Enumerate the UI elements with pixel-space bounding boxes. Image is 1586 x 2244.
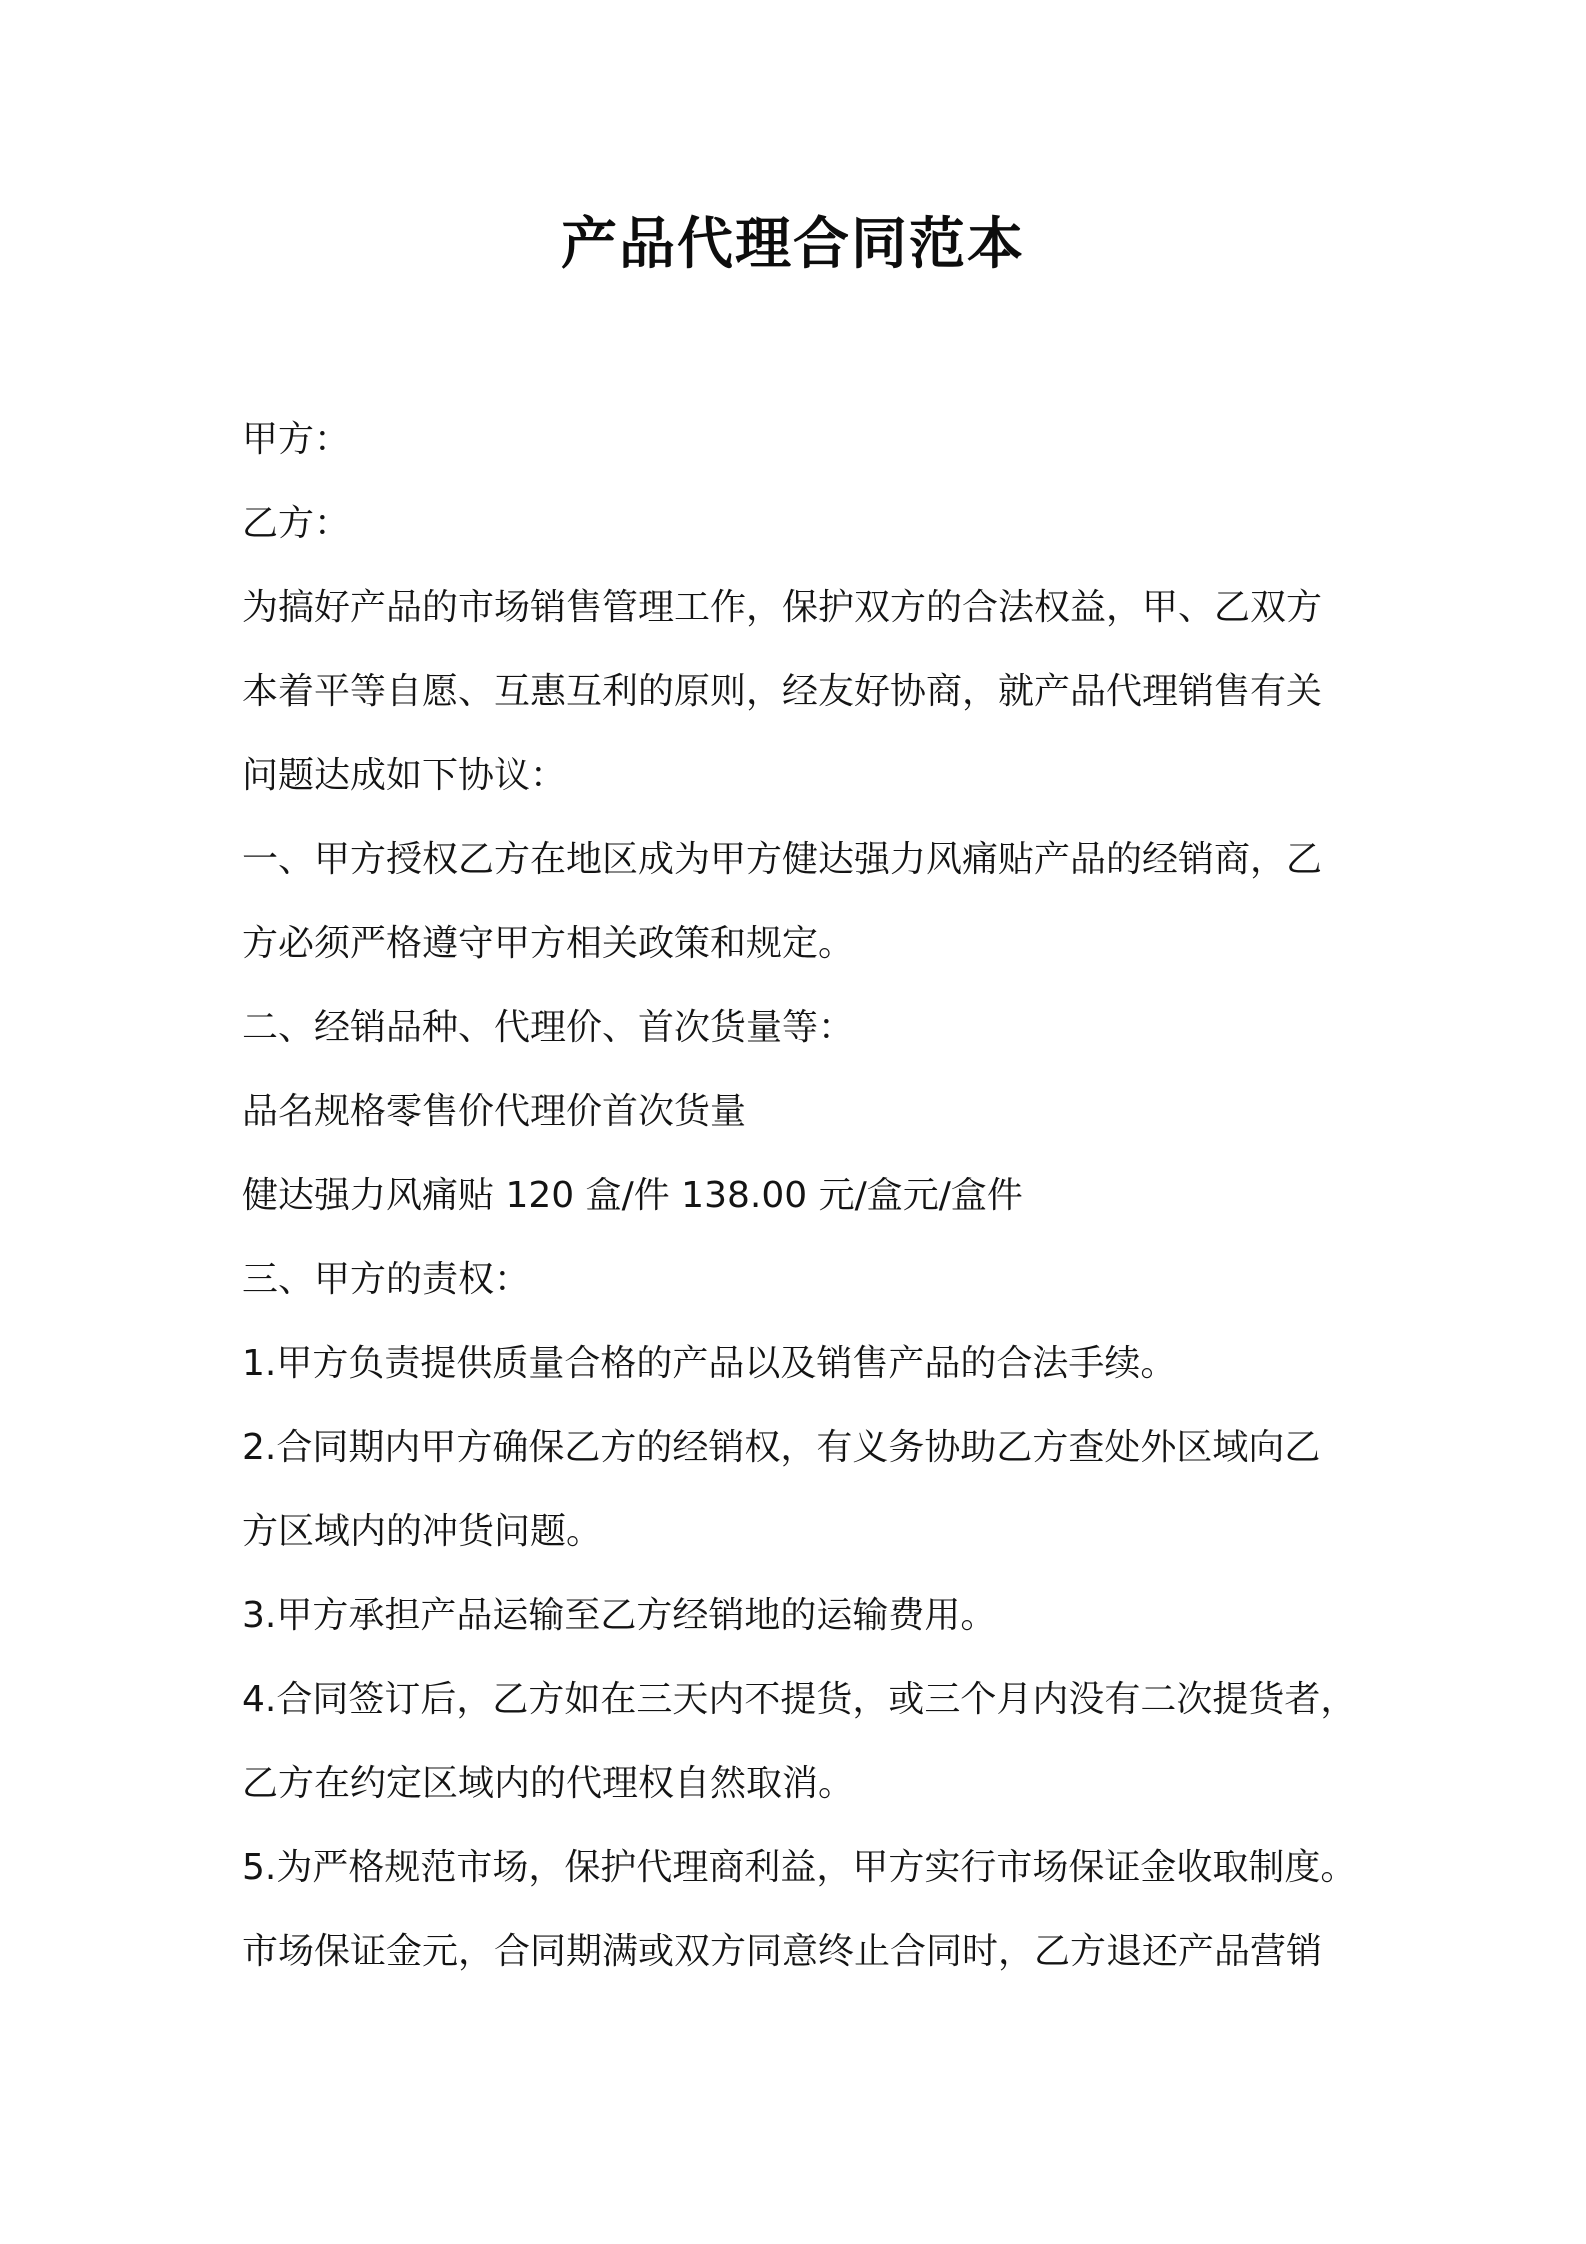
- clause-3-item-4-line-1: 4.合同签订后，乙方如在三天内不提货，或三个月内没有二次提货者，: [242, 1679, 1357, 1720]
- clause-3-item-4-line-2: 乙方在约定区域内的代理权自然取消。: [242, 1763, 855, 1804]
- clause-1-line-1: 一、甲方授权乙方在地区成为甲方健达强力风痛贴产品的经销商，乙: [242, 839, 1323, 880]
- document-title: 产品代理合同范本: [561, 212, 1025, 277]
- preamble-line-3: 问题达成如下协议：: [242, 755, 567, 796]
- product-table-header: 品名规格零售价代理价首次货量: [242, 1091, 747, 1132]
- clause-2-heading: 二、经销品种、代理价、首次货量等：: [242, 1007, 855, 1048]
- preamble-line-1: 为搞好产品的市场销售管理工作，保护双方的合法权益，甲、乙双方: [242, 587, 1323, 628]
- clause-3-item-5-line-2: 市场保证金元，合同期满或双方同意终止合同时，乙方退还产品营销: [242, 1931, 1323, 1972]
- party-a-line: 甲方：: [242, 419, 351, 460]
- document-body: [242, 398, 1357, 1994]
- clause-3-item-1: 1.甲方负责提供质量合格的产品以及销售产品的合法手续。: [242, 1343, 1177, 1384]
- product-table-row: 健达强力风痛贴 120 盒/件 138.00 元/盒元/盒件: [242, 1175, 1023, 1216]
- clause-1-line-2: 方必须严格遵守甲方相关政策和规定。: [242, 923, 855, 964]
- clause-3-item-5-line-1: 5.为严格规范市场，保护代理商利益，甲方实行市场保证金收取制度。: [242, 1847, 1357, 1888]
- preamble-line-2: 本着平等自愿、互惠互利的原则，经友好协商，就产品代理销售有关: [242, 671, 1323, 712]
- clause-3-item-2-line-1: 2.合同期内甲方确保乙方的经销权，有义务协助乙方查处外区域向乙: [242, 1427, 1321, 1468]
- clause-3-item-2-line-2: 方区域内的冲货问题。: [242, 1511, 603, 1552]
- party-b-line: 乙方：: [242, 503, 351, 544]
- clause-3-item-3: 3.甲方承担产品运输至乙方经销地的运输费用。: [242, 1595, 997, 1636]
- clause-3-heading: 三、甲方的责权：: [242, 1259, 531, 1300]
